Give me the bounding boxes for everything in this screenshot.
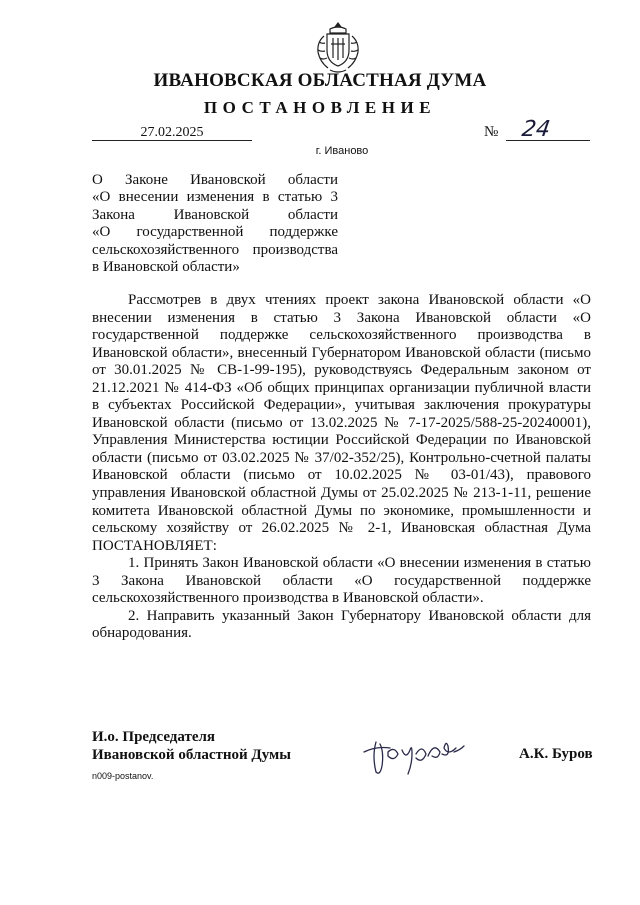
number-label: № (484, 124, 499, 140)
body-paragraph: Рассмотрев в двух чтениях проект закона Ивановской области «О внесении изменения в статью 3 Закона Ивановской области «О государственной поддержке сельскохозяйственного производства в Ивановской области», внесенный Губернатором Ивановской области (письмо от 30.01.2025 № СВ-1-99-195), руководствуясь Федеральным законом от 21.12.2021 № 414-ФЗ «Об общих принципах организации публичной власти в субъектах Российской Федерации», учитывая заключения прокуратуры Ивановской области (письмо от 13.02.2025 № 7-17-2025/588-25-20240001), Управления Министерства юстиции Российской Федерации по Ивановской области (письмо от 03.02.2025 № 37/02-352/25), Контрольно-счетной палаты Ивановской области (письмо от 10.02.2025 № 03-01/43), правового управления Ивановской областной Думы от 25.02.2025 № 213-1-11, решение комитета Ивановской областной Думы по экономике, промышленности и сельскому хозяйству от 26.02.2025 № 2-1, Ивановская областная Дума ПОСТАНОВЛЯЕТ: (92, 292, 591, 554)
subject-line: «О государственной поддержке (92, 224, 338, 241)
file-reference: n009-postanov. (92, 771, 154, 781)
signer-title-line: Ивановской областной Думы (92, 747, 291, 763)
body-paragraph: 1. Принять Закон Ивановской области «О внесении изменения в статью 3 Закона Ивановской области «О государственной поддержке сельскохозяйственного производства в Ивановской области». (92, 555, 591, 607)
body-paragraph: 2. Направить указанный Закон Губернатору Ивановской области для обнародования. (92, 607, 591, 642)
document-date: 27.02.2025 (140, 125, 204, 140)
subject-line: «О внесении изменения в статью 3 (92, 189, 338, 206)
signer-name: А.К. Буров (519, 746, 593, 762)
signer-title-line: И.о. Председателя (92, 729, 216, 745)
city: г. Иваново (315, 145, 369, 157)
subject-line: сельскохозяйственного производства (92, 241, 338, 258)
document-number: 24 (520, 117, 552, 142)
subject-line: Закона Ивановской области (92, 206, 338, 223)
handwritten-signature (358, 722, 468, 782)
coat-of-arms-icon (310, 20, 366, 76)
document-body (92, 292, 591, 643)
organization-title: ИВАНОВСКАЯ ОБЛАСТНАЯ ДУМА (153, 70, 487, 91)
document-subject (92, 172, 338, 276)
date-underline (92, 140, 252, 141)
document-type: ПОСТАНОВЛЕНИЕ (203, 98, 437, 117)
subject-line: О Законе Ивановской области (92, 172, 338, 188)
signer-title (92, 728, 291, 764)
subject-line: в Ивановской области» (92, 259, 240, 276)
